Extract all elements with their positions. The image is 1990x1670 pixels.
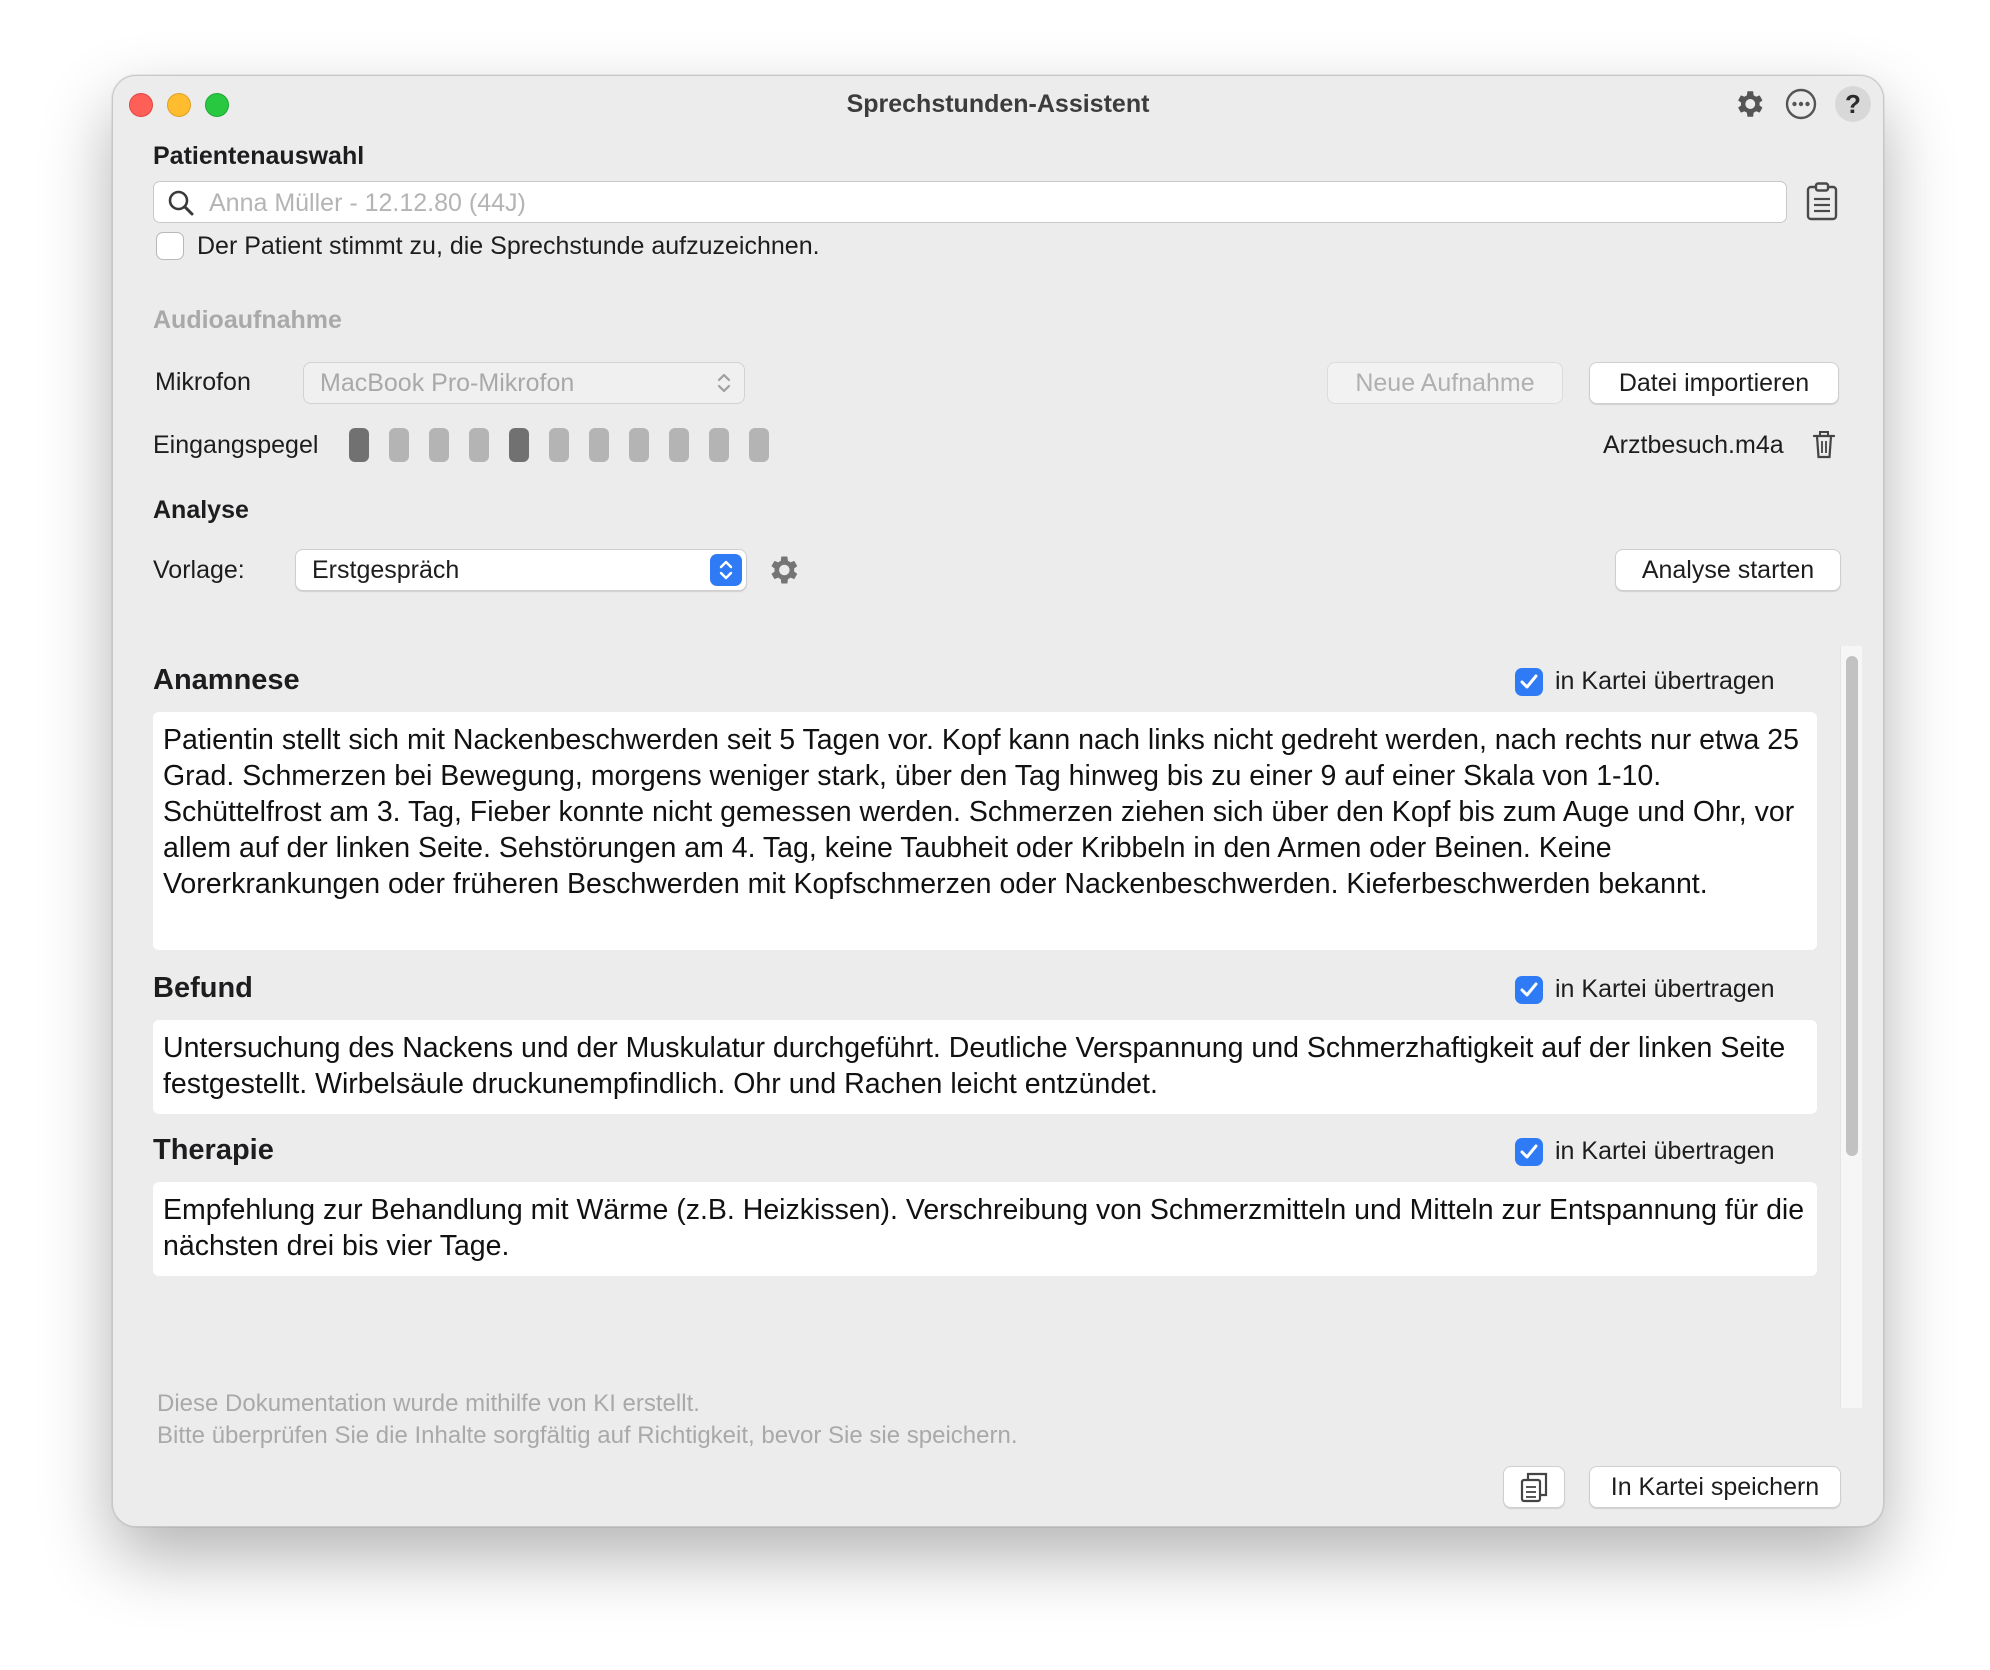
level-bar (389, 428, 409, 462)
more-options-icon[interactable] (1783, 86, 1819, 122)
patient-section-title: Patientenauswahl (153, 142, 365, 170)
search-icon (166, 188, 196, 223)
template-select[interactable] (295, 549, 747, 591)
level-bar (509, 428, 529, 462)
clipboard-icon[interactable] (1805, 182, 1839, 227)
finding-text[interactable]: Untersuchung des Nackens und der Muskulatur durchgeführt. Deutliche Verspannung und Schmerzhaftigkeit auf der linken Seite festgestellt. Wirbelsäule druckunempfindlich. Ohr und Rachen leicht entzündet. (153, 1020, 1817, 1114)
assistant-window (112, 75, 1884, 1527)
finding-title: Befund (153, 972, 253, 1004)
anamnesis-title: Anamnese (153, 664, 300, 696)
therapy-transfer-label: in Kartei übertragen (1555, 1137, 1775, 1165)
start-analysis-button[interactable]: Analyse starten (1615, 549, 1841, 591)
mic-select-value: MacBook Pro-Mikrofon (320, 369, 575, 397)
audio-file-name: Arztbesuch.m4a (1603, 431, 1784, 459)
stepper-chevron-icon (710, 554, 742, 586)
finding-transfer-label: in Kartei übertragen (1555, 975, 1775, 1003)
level-bar (429, 428, 449, 462)
level-bar (549, 428, 569, 462)
window-title: Sprechstunden-Assistent (846, 90, 1150, 118)
template-settings-gear-icon[interactable] (765, 552, 801, 593)
patient-search-field[interactable] (153, 181, 1787, 223)
anamnesis-text[interactable]: Patientin stellt sich mit Nackenbeschwerden seit 5 Tagen vor. Kopf kann nach links nicht gedreht werden, nach rechts nur etwa 25 Grad. Schmerzen bei Bewegung, morgens weniger stark, über den Tag hinweg bis zu einer 9 auf einer Skala von 1-10. Schüttelfrost am 3. Tag, Fieber konnte nicht gemessen werden. Schmerzen ziehen sich über den Kopf bis zum Auge und Ohr, vor allem auf der linken Seite. Sehstörungen am 4. Tag, keine Taubheit oder Kribbeln in den Armen oder Beinen. Keine Vorerkrankungen oder früheren Beschwerden mit Kopfschmerzen oder Nackenbeschwerden. Kieferbeschwerden bekannt. (153, 712, 1817, 950)
mic-label: Mikrofon (155, 368, 251, 396)
level-bar (669, 428, 689, 462)
title-bar (113, 76, 1883, 132)
trash-icon[interactable] (1812, 430, 1836, 465)
therapy-text[interactable]: Empfehlung zur Behandlung mit Wärme (z.B. Heizkissen). Verschreibung von Schmerzmitteln und Mitteln zur Entspannung für die nächsten drei bis vier Tage. (153, 1182, 1817, 1276)
mic-select[interactable] (303, 362, 745, 404)
therapy-transfer-checkbox[interactable] (1515, 1138, 1543, 1166)
settings-gear-icon[interactable] (1731, 86, 1767, 122)
template-select-value: Erstgespräch (312, 556, 460, 584)
ai-note-line2: Bitte überprüfen Sie die Inhalte sorgfältig auf Richtigkeit, bevor Sie sie speichern. (157, 1422, 1018, 1449)
consent-label: Der Patient stimmt zu, die Sprechstunde aufzuzeichnen. (197, 232, 820, 260)
level-bar (349, 428, 369, 462)
chevron-updown-icon (716, 370, 732, 401)
copy-button[interactable] (1503, 1466, 1565, 1508)
level-bar (469, 428, 489, 462)
ai-note-line1: Diese Dokumentation wurde mithilfe von KI erstellt. (157, 1390, 700, 1417)
finding-transfer-checkbox[interactable] (1515, 976, 1543, 1004)
audio-section-title: Audioaufnahme (153, 306, 342, 334)
template-label: Vorlage: (153, 556, 245, 584)
consent-checkbox[interactable] (156, 232, 184, 260)
new-recording-button[interactable]: Neue Aufnahme (1327, 362, 1563, 404)
patient-search-placeholder: Anna Müller - 12.12.80 (44J) (209, 189, 526, 217)
copy-document-icon (1519, 1471, 1549, 1503)
help-icon[interactable]: ? (1835, 86, 1871, 122)
results-scrollbar-thumb[interactable] (1846, 656, 1858, 1156)
level-bar (589, 428, 609, 462)
therapy-title: Therapie (153, 1134, 274, 1166)
import-file-button[interactable]: Datei importieren (1589, 362, 1839, 404)
save-to-record-button[interactable]: In Kartei speichern (1589, 1466, 1841, 1508)
analysis-section-title: Analyse (153, 496, 249, 524)
input-level-label: Eingangspegel (153, 431, 319, 459)
anamnesis-transfer-label: in Kartei übertragen (1555, 667, 1775, 695)
anamnesis-transfer-checkbox[interactable] (1515, 668, 1543, 696)
level-bar (749, 428, 769, 462)
level-bar (629, 428, 649, 462)
level-bar (709, 428, 729, 462)
